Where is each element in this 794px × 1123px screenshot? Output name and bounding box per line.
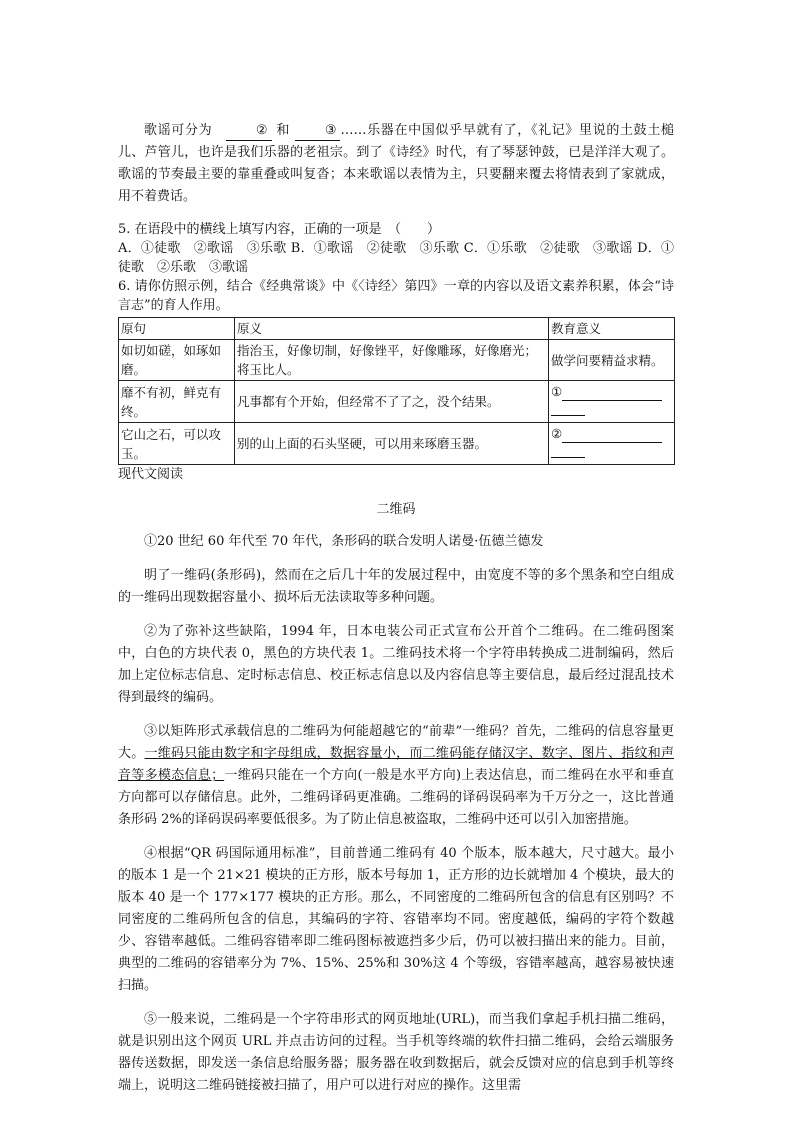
answer-blank: ③ (295, 122, 341, 141)
table-cell: 别的山上面的石头坚硬，可以用来琢磨玉器。 (235, 423, 549, 465)
answer-blank: ② (226, 122, 272, 141)
passage-paragraph (118, 120, 674, 208)
answer-marker: ① (551, 384, 563, 399)
article-paragraph: ④根据“QR 码国际通用标准”，目前普通二维码有 40 个版本，版本越大，尺寸越大。最小的版本 1 是一个 21×21 模块的正方形，版本号每加 1，正方形的边长就增加 4 个模块，最大的版本 40 是一个 177×177 模块的正方形。那么，不同密度的二维码所包含的信息有区别吗？不同密度的二维码所包含的信息，其编码的字符、容错率均不同。密度越低，编码的字符个数越少、容错率越低。二维码容错率即二维码图标被遮挡多少后，仍可以被扫描出来的能力。目前，典型的二维码的容错率分为 7%、15%、25%和 30%这 4 个等级，容错率越高，越容易被快速扫描。 (118, 846, 674, 993)
answer-marker: ② (551, 426, 563, 441)
table-row (119, 381, 675, 423)
table-header-row (119, 318, 675, 340)
table-cell: 指治玉，好像切制，好像锉平，好像雕琢，好像磨光；将玉比人。 (235, 340, 549, 381)
table-cell: 做学问要精益求精。 (549, 340, 675, 381)
table-cell: 凡事都有个开始，但经常不了了之，没个结果。 (235, 381, 549, 423)
answer-line[interactable] (562, 428, 662, 443)
table-cell: 如切如磋，如琢如磨。 (119, 340, 235, 381)
answer-cell[interactable] (549, 423, 675, 465)
table-cell: 它山之石，可以攻玉。 (119, 423, 235, 465)
article-text: 一维码只能在一个方向(一般是水平方向)上表达信息，而二维码在水平和垂直方向都可以存储信息。此外，二维码译码更准确。二维码的译码误码率为千万分之一，这比普通条形码 2%的译码误码率要低很多。为了防止信息被盗取，二维码中还可以引入加密措施。 (118, 768, 674, 827)
answer-cell[interactable] (549, 381, 675, 423)
section-label: 现代文阅读 (118, 467, 184, 482)
article-title: 二维码 (376, 502, 416, 517)
table-cell: 靡不有初，鲜克有终。 (119, 381, 235, 423)
article-paragraph: ②为了弥补这些缺陷，1994 年，日本电装公司正式宣布公开首个二维码。在二维码图案中，白色的方块代表 0，黑色的方块代表 1。二维码技术将一个字符串转换成二进制编码，然后加上定位标志信息、定时标志信息、校正标志信息以及内容信息等主要信息，最后经过混乱技术得到最终的编码。 (118, 624, 674, 705)
passage-text: 和 (276, 123, 291, 138)
article-paragraph: ⑤一般来说，二维码是一个字符串形式的网页地址(URL)，而当我们拿起手机扫描二维码，就是识别出这个网页 URL 并点击访问的过程。当手机等终端的软件扫描二维码，会给云端服务器传送数据，即发送一条信息给服务器；服务器在收到数据后，就会反馈对应的信息到手机等终端上，说明这二维码链接被扫描了，用户可以进行对应的操作。这里需 (118, 1012, 674, 1093)
answer-line[interactable] (551, 401, 585, 416)
answer-line[interactable] (551, 443, 585, 458)
table-header: 教育意义 (549, 318, 675, 340)
table-row (119, 423, 675, 465)
question-6-stem: 6. 请你仿照示例，结合《经典常谈》中《〈诗经〉第四》一章的内容以及语文素养积累，体会“诗言志”的育人作用。 (118, 279, 674, 313)
article-paragraph: ①20 世纪 60 年代至 70 年代，条形码的联合发明人诺曼·伍德兰德发 (144, 534, 544, 549)
passage-text: ……乐器在中国似乎早就有了，《礼记》里说的土鼓土槌儿、芦管儿，也许是我们乐器的老祖宗。到了《诗经》时代，有了琴瑟钟鼓，已是洋洋大观了。歌谣的节奏最主要的靠重叠或叫复沓；本来歌谣以表情为主，只要翻来覆去将情表到了家就成，用不着费话。 (118, 123, 674, 204)
question-6-table (118, 317, 675, 465)
answer-line[interactable] (562, 386, 662, 401)
article-paragraph: 明了一维码(条形码)，然而在之后几十年的发展过程中，由宽度不等的多个黑条和空白组成的一维码出现数据容量小、损坏后无法读取等多种问题。 (118, 568, 674, 605)
passage-text: 歌谣可分为 (144, 123, 213, 138)
table-header: 原句 (119, 318, 235, 340)
question-5-stem: 5. 在语段中的横线上填写内容，正确的一项是 （ ） (118, 222, 441, 237)
article-paragraph (118, 721, 674, 831)
document-page (118, 120, 674, 1097)
question-5-options: A．①徒歌 ②歌谣 ③乐歌 B．①歌谣 ②徒歌 ③乐歌 C．①乐歌 ②徒歌 ③歌谣 D．①徒歌 ②乐歌 ③歌谣 (118, 241, 674, 275)
table-header: 原义 (235, 318, 549, 340)
article-text: ③以矩阵形式承载信息的二维码为何能超越它的“前辈”一维码？首先，二维码的信息容量更大。 (118, 724, 674, 761)
table-row (119, 340, 675, 381)
underlined-sentence: 一维码只能由数字和字母组成，数据容量小，而二维码能存储汉字、数字、图片、指纹和声音等多模态信息； (118, 746, 674, 783)
